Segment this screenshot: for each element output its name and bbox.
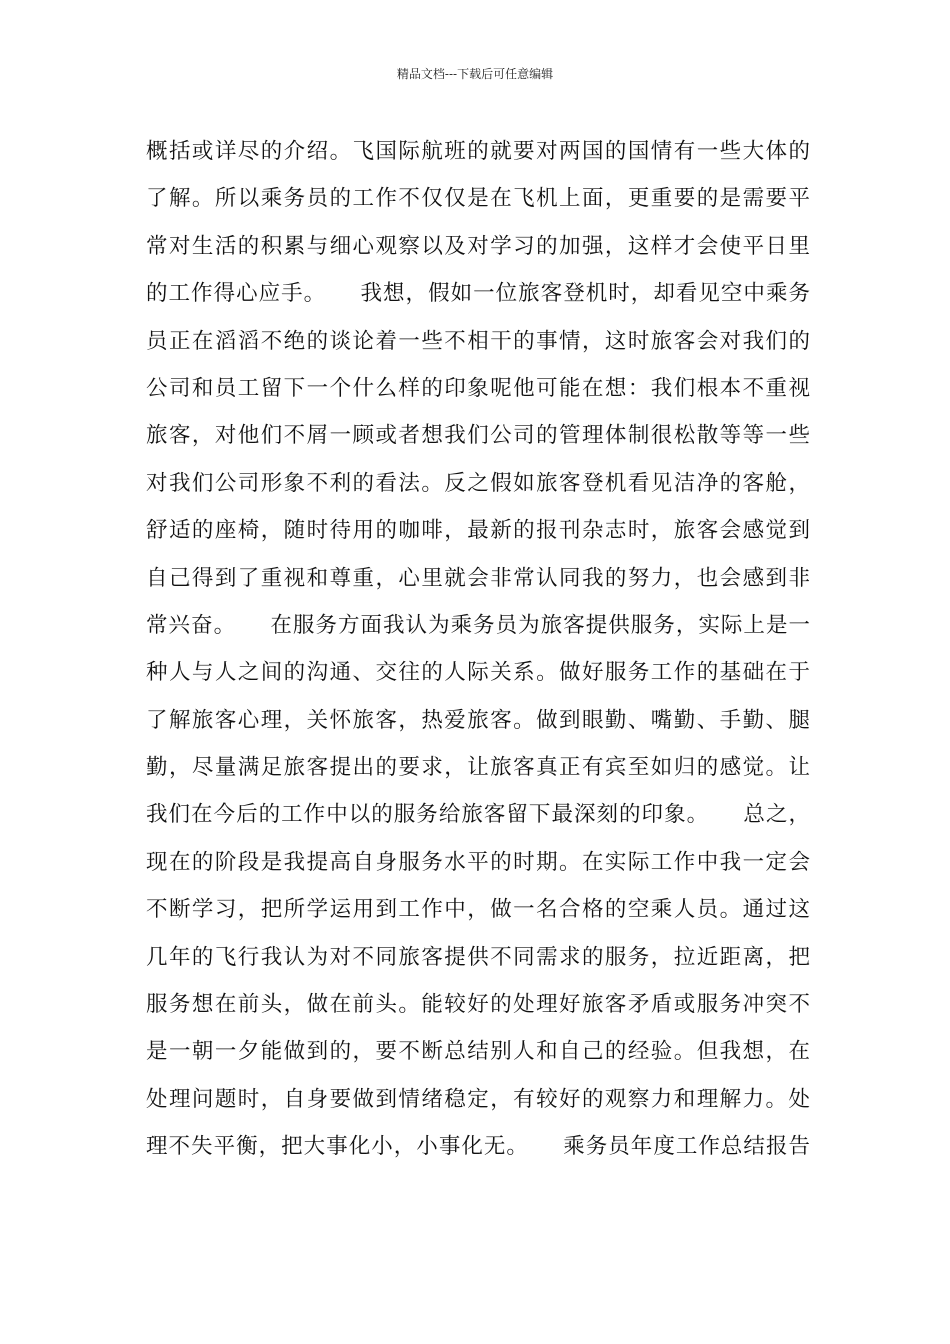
body-line: 员正在滔滔不绝的谈论着一些不相干的事情，这时旅客会对我们的 (146, 328, 810, 354)
page-header: 精品文档---下载后可任意编辑 (396, 67, 554, 81)
body-line: 种人与人之间的沟通、交往的人际关系。做好服务工作的基础在于 (146, 660, 810, 686)
body-line: 现在的阶段是我提高自身服务水平的时期。在实际工作中我一定会 (146, 849, 810, 875)
body-line: 舒适的座椅，随时待用的咖啡，最新的报刊杂志时，旅客会感觉到 (146, 518, 810, 544)
body-line: 不断学习，把所学运用到工作中，做一名合格的空乘人员。通过这 (146, 897, 810, 923)
body-line: 服务想在前头，做在前头。能较好的处理好旅客矛盾或服务冲突不 (146, 992, 810, 1018)
body-line: 几年的飞行我认为对不同旅客提供不同需求的服务，拉近距离，把 (146, 944, 810, 970)
body-line: 对我们公司形象不利的看法。反之假如旅客登机看见洁净的客舱， (146, 470, 810, 496)
body-line: 理不失平衡，把大事化小，小事化无。 乘务员年度工作总结报告 (146, 1134, 810, 1160)
body-line: 的工作得心应手。 我想，假如一位旅客登机时，却看见空中乘务 (146, 281, 810, 307)
body-line: 公司和员工留下一个什么样的印象呢他可能在想：我们根本不重视 (146, 375, 810, 401)
body-line: 旅客，对他们不屑一顾或者想我们公司的管理体制很松散等等一些 (146, 423, 810, 449)
body-line: 常对生活的积累与细心观察以及对学习的加强，这样才会使平日里 (146, 233, 810, 259)
body-line: 了解。所以乘务员的工作不仅仅是在飞机上面，更重要的是需要平 (146, 186, 810, 212)
body-line: 勤，尽量满足旅客提出的要求，让旅客真正有宾至如归的感觉。让 (146, 755, 810, 781)
body-line: 是一朝一夕能做到的，要不断总结别人和自己的经验。但我想，在 (146, 1039, 810, 1065)
body-line: 我们在今后的工作中以的服务给旅客留下最深刻的印象。 总之， (146, 802, 810, 828)
document-body (146, 132, 810, 1175)
body-line: 了解旅客心理，关怀旅客，热爱旅客。做到眼勤、嘴勤、手勤、腿 (146, 707, 810, 733)
body-line: 概括或详尽的介绍。飞国际航班的就要对两国的国情有一些大体的 (146, 139, 810, 164)
body-line: 自己得到了重视和尊重，心里就会非常认同我的努力，也会感到非 (146, 565, 810, 591)
body-line: 常兴奋。 在服务方面我认为乘务员为旅客提供服务，实际上是一 (146, 612, 810, 638)
body-line: 处理问题时，自身要做到情绪稳定，有较好的观察力和理解力。处 (146, 1086, 810, 1112)
